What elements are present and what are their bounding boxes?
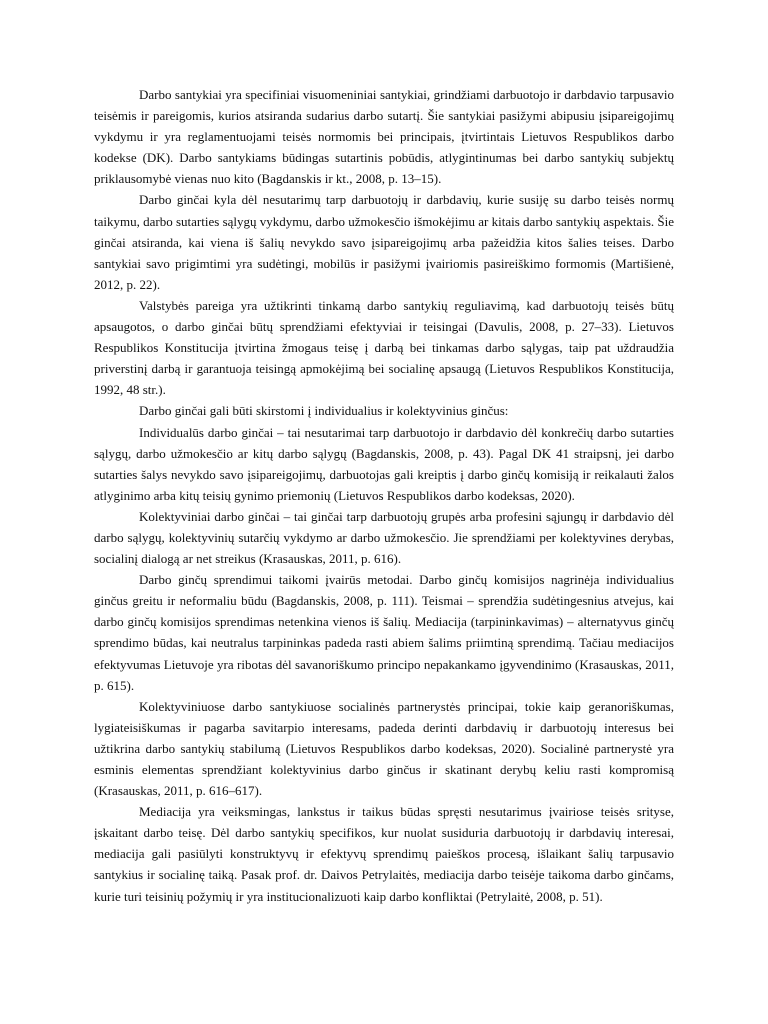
paragraph-social-partnership: Kolektyviniuose darbo santykiuose socialinės partnerystės principai, tokie kaip geranoriškumas, lygiateisiškumas ir pagarba savitarpio interesams, padeda derinti darbdavių ir darbuotojų interesus bei užtikrina darbo santykių stabilumą (Lietuvos Respublikos darbo kodeksas, 2020). Socialinė partnerystė yra esminis elementas sprendžiant kolektyvinius darbo ginčus ir skatinant derybų keliu rasti kompromisą (Krasauskas, 2011, p. 616–617). xyxy=(94,698,674,799)
paragraph-labor-relations: Darbo santykiai yra specifiniai visuomeniniai santykiai, grindžiami darbuotojo ir darbdavio tarpusavio teisėmis ir pareigomis, kurios atsiranda sudarius darbo sutartį. Šie santykiai pasižymi abipusiu įsipareigojimų vykdymu ir yra reglamentuojami teisės normomis bei principais, įtvirtintais Lietuvos Respublikos darbo kodekse (DK). Darbo santykiams būdingas sutartinis pobūdis, atlygintinumas bei darbo santykių subjektų priklausomybė vienas nuo kito (Bagdanskis ir kt., 2008, p. 13–15). xyxy=(94,87,674,187)
paragraph-individual-disputes: Individualūs darbo ginčai – tai nesutarimai tarp darbuotojo ir darbdavio dėl konkrečių darbo sutarties sąlygų, darbo užmokesčio ar kitų darbo sąlygų (Bagdanskis, 2008, p. 43). Pagal DK 41 straipsnį, jei darbo sutarties šalys nevykdo savo įsipareigojimų, darbuotojas gali kreiptis į darbo ginčų komisiją ir reikalauti žalos atlyginimo arba kitų teisių gynimo priemonių (Lietuvos Respublikos darbo kodeksas, 2020). xyxy=(94,424,674,503)
paragraph-labor-disputes: Darbo ginčai kyla dėl nesutarimų tarp darbuotojų ir darbdavių, kurie susiję su darbo teisės normų taikymu, darbo sutarties sąlygų vykdymu, darbo užmokesčio išmokėjimu ar kitais darbo santykių aspektais. Šie ginčai atsiranda, kai viena iš šalių nevykdo savo įsipareigojimų arba pažeidžia kitos šalies teises. Darbo santykiai savo prigimtimi yra sudėtingi, mobilūs ir pasižymi įvairiomis pasireiškimo formomis (Martišienė, 2012, p. 22). xyxy=(94,192,674,292)
paragraph-collective-disputes: Kolektyviniai darbo ginčai – tai ginčai tarp darbuotojų grupės arba profesini sąjungų ir darbdavio dėl darbo sąlygų, kolektyvinių sutarčių vykdymo ar darbo užmokesčio. Jie sprendžiami per kolektyvines derybas, socialinį dialogą ar net streikus (Krasauskas, 2011, p. 616). xyxy=(94,508,674,567)
document-body xyxy=(94,84,674,907)
paragraph-state-duty: Valstybės pareiga yra užtikrinti tinkamą darbo santykių reguliavimą, kad darbuotojų teisės būtų apsaugotos, o darbo ginčai būtų sprendžiami efektyviai ir teisingai (Davulis, 2008, p. 27–33). Lietuvos Respublikos Konstitucija įtvirtina žmogaus teisę į darbą bei tinkamas darbo sąlygas, taip pat uždraudžia priverstinį darbą ir garantuoja teisingą apmokėjimą bei socialinę apsaugą (Lietuvos Respublikos Konstitucija, 1992, 48 str.). xyxy=(94,297,674,398)
paragraph-resolution-methods: Darbo ginčų sprendimui taikomi įvairūs metodai. Darbo ginčų komisijos nagrinėja individualius ginčus greitu ir neformaliu būdu (Bagdanskis, 2008, p. 111). Teismai – sprendžia sudėtingesnius atvejus, kai darbo ginčų komisijos sprendimas netenkina vienos iš šalių. Mediacija (tarpininkavimas) – alternatyvus ginčų sprendimo būdas, kai neutralus tarpininkas padeda rasti abiem šalims priimtiną sprendimą. Tačiau mediacijos efektyvumas Lietuvoje yra ribotas dėl savanoriškumo principo nepakankamo įgyvendinimo (Krasauskas, 2011, p. 615). xyxy=(94,572,674,693)
paragraph-dispute-types-intro: Darbo ginčai gali būti skirstomi į individualius ir kolektyvinius ginčus: xyxy=(139,403,509,419)
paragraph-mediation: Mediacija yra veiksmingas, lankstus ir taikus būdas spręsti nesutarimus įvairiose teisės srityse, įskaitant darbo teisę. Dėl darbo santykių specifikos, kur nuolat susiduria darbuotojų ir darbdavių interesai, mediacija gali pasiūlyti konstruktyvų ir efektyvų sprendimų paieškos procesą, išlaikant šalių tarpusavio santykius ir socialinę taiką. Pasak prof. dr. Daivos Petrylaitės, mediacija darbo teisėje taikoma darbo ginčams, kurie turi teisinių požymių ir yra institucionalizuoti kaip darbo konfliktai (Petrylaitė, 2008, p. 51). xyxy=(94,804,674,904)
